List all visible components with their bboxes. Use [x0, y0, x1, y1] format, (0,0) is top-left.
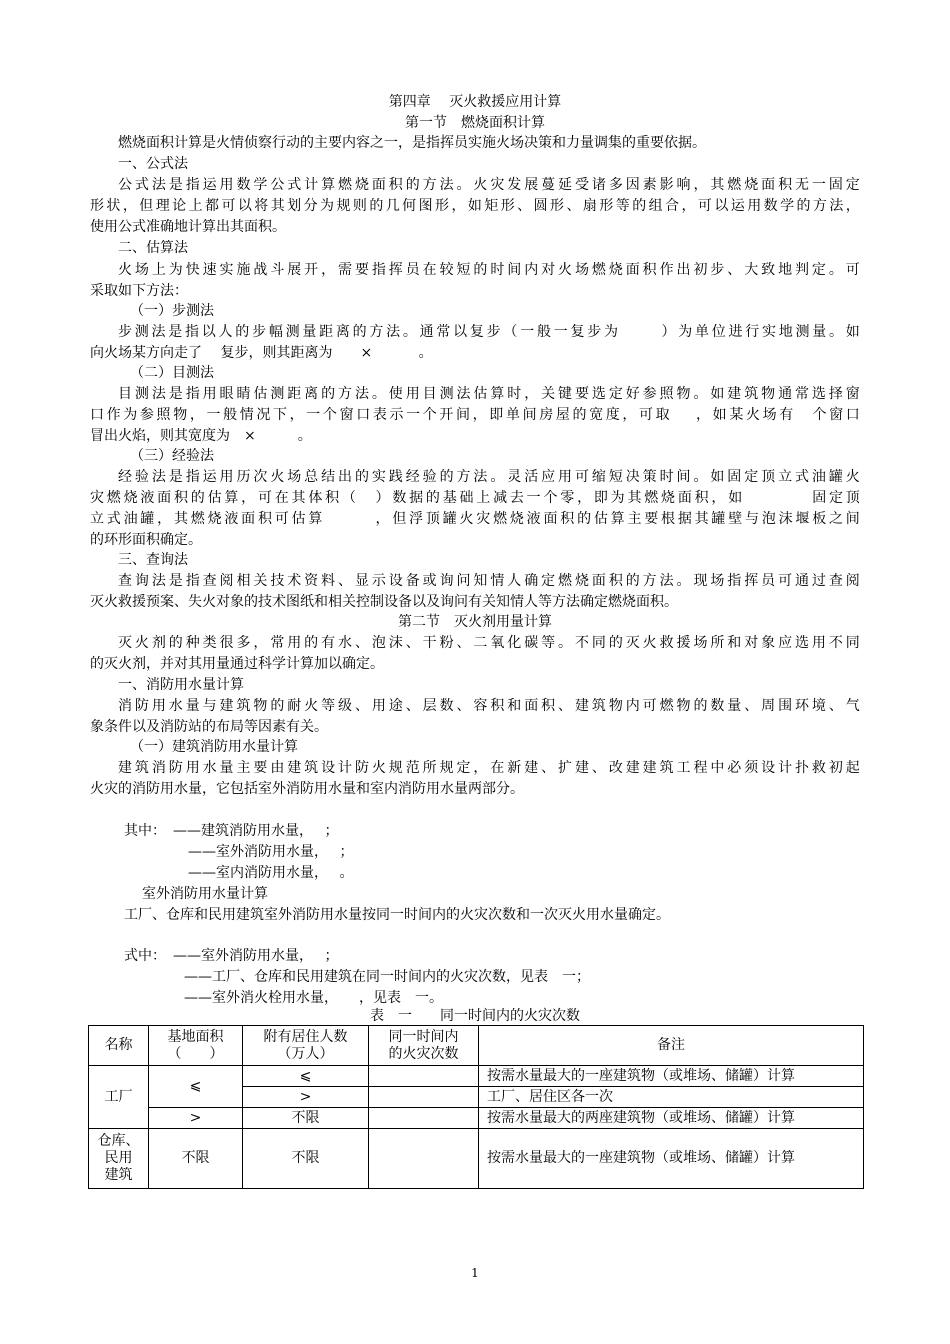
- cell-r3-fire-times: [369, 1108, 479, 1129]
- header-fire-times-line-1: 同一时间内: [388, 1028, 459, 1045]
- cell-r1-population: ⩽: [243, 1066, 369, 1087]
- definition-hydrant-water: ——室外消火栓用水量， ，见表 一。: [184, 990, 443, 1006]
- eye-paragraph-line-1: 目测法是指用眼睛估测距离的方法。使用目测法估算时，关键要选定好参照物。如建筑物通常选择窗: [118, 386, 860, 402]
- header-fire-times: [369, 1026, 479, 1066]
- cell-r1-area: ⩽: [149, 1066, 243, 1108]
- cell-warehouse: [89, 1129, 149, 1189]
- header-area-line-2: （ ）: [167, 1045, 224, 1062]
- formula-paragraph-line-3: 使用公式准确地计算出其面积。: [90, 219, 286, 235]
- table-header-row: [89, 1026, 864, 1066]
- query-paragraph-line-2: 灭火救援预案、失火对象的技术图纸和相关控制设备以及询问有关知情人等方法确定燃烧面积。: [90, 594, 678, 610]
- cell-r4-note: 按需水量最大的一座建筑物（或堆场、储罐）计算: [479, 1129, 864, 1189]
- cell-r1-note: 按需水量最大的一座建筑物（或堆场、储罐）计算: [479, 1066, 864, 1087]
- definition-fire-count: ——工厂、仓库和民用建筑在同一时间内的火灾次数，见表 一；: [184, 969, 590, 985]
- header-area-line-1: 基地面积: [167, 1028, 224, 1045]
- formula-paragraph-line-1: 公式法是指运用数学公式计算燃烧面积的方法。火灾发展蔓延受诸多因素影响，其燃烧面积无一固定: [118, 177, 860, 193]
- experience-paragraph-line-3: 立式油罐，其燃烧液面积可估算 ，但浮顶罐火灾燃烧液面积的估算主要根据其罐壁与泡沫堰板之间: [90, 511, 860, 527]
- experience-paragraph-line-4: 的环形面积确定。: [90, 532, 202, 548]
- header-name: 名称: [89, 1026, 149, 1066]
- cell-r4-population: 不限: [243, 1129, 369, 1189]
- cell-warehouse-line-1: 仓库、: [97, 1133, 140, 1149]
- experience-paragraph-line-1: 经验法是指运用历次火场总结出的实践经验的方法。灵活应用可缩短决策时间。如固定顶立式油罐火: [118, 469, 860, 485]
- header-population-line-1: 附有居住人数: [263, 1028, 348, 1045]
- estimate-paragraph-line-2: 采取如下方法：: [90, 283, 188, 299]
- heading-eye-method: （二）目测法: [130, 365, 214, 381]
- cell-r4-fire-times: [369, 1129, 479, 1189]
- cell-r3-note: 按需水量最大的两座建筑物（或堆场、储罐）计算: [479, 1108, 864, 1129]
- table-caption: 表 一 同一时间内的火灾次数: [370, 1008, 580, 1024]
- header-fire-times-line-2: 的火灾次数: [388, 1045, 459, 1062]
- water-paragraph-line-2: 象条件以及消防站的布局等因素有关。: [90, 719, 328, 735]
- step-paragraph-line-2: 向火场某方向走了 复步，则其距离为 × 。: [90, 345, 433, 361]
- agent-paragraph-line-1: 灭火剂的种类很多，常用的有水、泡沫、干粉、二氧化碳等。不同的灭火救援场所和对象应选用不同: [118, 635, 860, 651]
- heading-water-calculation: 一、消防用水量计算: [118, 677, 244, 693]
- table-row: [89, 1066, 864, 1087]
- section-2-title: 第二节 灭火剂用量计算: [398, 614, 552, 630]
- heading-formula-method: 一、公式法: [118, 156, 188, 172]
- cell-r2-population: >: [243, 1087, 369, 1108]
- heading-query-method: 三、查询法: [118, 552, 188, 568]
- agent-paragraph-line-2: 的灭火剂，并对其用量通过科学计算加以确定。: [90, 656, 384, 672]
- header-population-line-2: （万人）: [277, 1045, 334, 1062]
- query-paragraph-line-1: 查询法是指查阅相关技术资料、显示设备或询问知情人确定燃烧面积的方法。现场指挥员可通过查阅: [118, 573, 860, 589]
- eye-paragraph-line-2: 口作为参照物，一般情况下，一个窗口表示一个开间，即单间房屋的宽度，可取 ，如某火场有 个窗口: [90, 407, 860, 423]
- cell-r1-fire-times: [369, 1066, 479, 1087]
- estimate-paragraph-line-1: 火场上为快速实施战斗展开，需要指挥员在较短的时间内对火场燃烧面积作出初步、大致地判定。可: [118, 262, 860, 278]
- definition-outdoor-water: ——室外消防用水量， ；: [188, 844, 354, 860]
- heading-step-method: （一）步测法: [130, 303, 214, 319]
- step-paragraph-line-1: 步测法是指以人的步幅测量距离的方法。通常以复步（一般一复步为 ）为单位进行实地测量。如: [118, 324, 860, 340]
- eye-paragraph-line-3: 冒出火焰，则其宽度为 × 。: [90, 428, 312, 444]
- cell-factory: 工厂: [89, 1066, 149, 1129]
- cell-r4-area: 不限: [149, 1129, 243, 1189]
- page-number: 1: [471, 1266, 479, 1280]
- header-note: 备注: [479, 1026, 864, 1066]
- cell-warehouse-line-2: 民用: [104, 1150, 133, 1166]
- cell-r2-note: 工厂、居住区各一次: [479, 1087, 864, 1108]
- outdoor-paragraph: 工厂、仓库和民用建筑室外消防用水量按同一时间内的火灾次数和一次灭火用水量确定。: [124, 907, 670, 923]
- table-row: [89, 1129, 864, 1189]
- heading-estimate-method: 二、估算法: [118, 240, 188, 256]
- building-paragraph-line-1: 建筑消防用水量主要由建筑设计防火规范所规定，在新建、扩建、改建建筑工程中必须设计扑救初起: [118, 760, 860, 776]
- cell-r2-fire-times: [369, 1087, 479, 1108]
- experience-paragraph-line-2: 灾燃烧液面积的估算，可在其体积（ ）数据的基础上减去一个零，即为其燃烧面积，如 固定顶: [90, 490, 860, 506]
- cell-r3-area: >: [149, 1108, 243, 1129]
- water-paragraph-line-1: 消防用水量与建筑物的耐火等级、用途、层数、容积和面积、建筑物内可燃物的数量、周围环境、气: [118, 698, 860, 714]
- formula-paragraph-line-2: 形状，但理论上都可以将其划分为规则的几何图形，如矩形、圆形、扇形等的组合，可以运用数学的方法，: [90, 198, 860, 214]
- heading-outdoor-water: 室外消防用水量计算: [142, 886, 268, 902]
- heading-experience-method: （三）经验法: [130, 448, 214, 464]
- heading-building-water: （一）建筑消防用水量计算: [130, 739, 298, 755]
- header-population: [243, 1026, 369, 1066]
- cell-warehouse-line-3: 建筑: [104, 1167, 133, 1183]
- building-paragraph-line-2: 火灾的消防用水量，它包括室外消防用水量和室内消防用水量两部分。: [90, 781, 524, 797]
- intro-paragraph: 燃烧面积计算是火情侦察行动的主要内容之一，是指挥员实施火场决策和力量调集的重要依据。: [118, 135, 706, 151]
- cell-r3-population: 不限: [243, 1108, 369, 1129]
- table-row: [89, 1108, 864, 1129]
- definition-building-water: 其中： ——建筑消防用水量， ；: [124, 823, 339, 839]
- fire-count-table: [88, 1025, 864, 1189]
- definition-indoor-water: ——室内消防用水量， 。: [188, 865, 354, 881]
- section-1-title: 第一节 燃烧面积计算: [405, 115, 545, 131]
- definition-outdoor-water-2: 式中： ——室外消防用水量， ；: [124, 948, 339, 964]
- header-area: [149, 1026, 243, 1066]
- chapter-title: 第四章 灭火救援应用计算: [388, 94, 562, 110]
